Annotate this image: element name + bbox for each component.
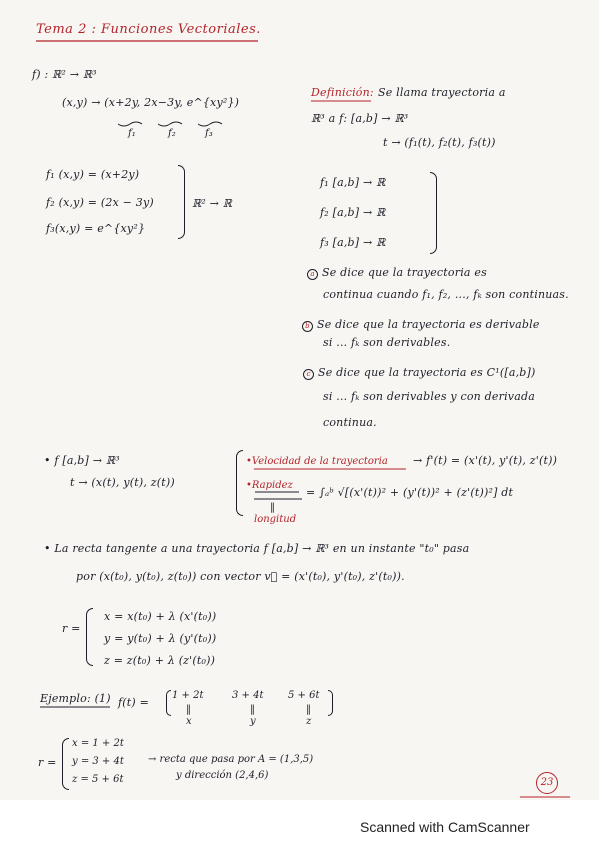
mapping-line-1: f) : ℝ² → ℝ³ (32, 68, 97, 81)
note-c-mark: c (303, 369, 314, 380)
example-open-paren (166, 690, 171, 716)
tangent-eq-y: y = y(t₀) + λ (y'(t₀)) (104, 632, 217, 645)
velocity-label: •Velocidad de la trayectoria (246, 456, 388, 467)
example-axis-y: y (250, 716, 256, 727)
example-brace (62, 738, 69, 790)
velocity-brace (236, 450, 243, 516)
note-c-line-2: si ... fₖ son derivables y con derivada (323, 390, 535, 403)
component-label-1: f₁ (128, 128, 136, 139)
example-eq-mark-3: ‖ (306, 704, 311, 715)
note-b-line-2: si ... fₖ son derivables. (323, 336, 451, 349)
tangent-line-1: • La recta tangente a una trayectoria f [a,b] → ℝ³ en un instante "t₀" pasa (44, 542, 470, 555)
note-c-line-1 (303, 366, 536, 380)
speed-label: •Rapidez (246, 480, 293, 491)
speed-label-text: Rapidez (251, 480, 293, 491)
tangent-eq-z: z = z(t₀) + λ (z'(t₀)) (104, 654, 216, 667)
velocity-map-1: • f [a,b] → ℝ³ (44, 454, 120, 467)
note-b-text: Se dice que la trayectoria es derivable (317, 318, 540, 331)
page-number: 23 (536, 772, 558, 794)
definition-title: Definición: (311, 86, 374, 99)
tangent-eq-x: x = x(t₀) + λ (x'(t₀)) (104, 610, 217, 623)
example-title: Ejemplo: (1) (40, 692, 111, 705)
note-b-line-1 (302, 318, 540, 332)
definition-component-2: f₂ [a,b] → ℝ (320, 206, 386, 219)
components-brace (178, 165, 185, 239)
velocity-label-text: Velocidad de la trayectoria (251, 456, 388, 467)
example-close-paren (328, 690, 333, 716)
speed-formula: = ∫ₐᵇ √[(x'(t))² + (y'(t))² + (z'(t))²] dt (306, 486, 514, 499)
page-title: Tema 2 : Funciones Vectoriales. (36, 22, 261, 37)
velocity-formula: → f'(t) = (x'(t), y'(t), z'(t)) (413, 454, 558, 467)
definition-text-3: t → (f₁(t), f₂(t), f₃(t)) (383, 136, 496, 149)
note-c-line-3: continua. (323, 416, 377, 429)
example-eq-y: y = 3 + 4t (72, 756, 124, 767)
mapping-line-2: (x,y) → (x+2y, 2x−3y, e^{xy²}) (62, 96, 240, 109)
component-label-3: f₃ (205, 128, 213, 139)
speed-longitud: longitud (254, 514, 297, 525)
example-result-1: → recta que pasa por A = (1,3,5) (148, 754, 314, 765)
component-1: f₁ (x,y) = (x+2y) (46, 168, 140, 181)
tangent-r-label: r = (62, 622, 81, 635)
note-a-line-2: continua cuando f₁, f₂, ..., fₖ son continuas. (323, 288, 569, 301)
domain-map: ℝ² → ℝ (192, 197, 233, 210)
definition-component-1: f₁ [a,b] → ℝ (320, 176, 386, 189)
note-a-text: Se dice que la trayectoria es (322, 266, 487, 279)
note-b-mark: b (302, 321, 313, 332)
velocity-map-1-text: f [a,b] → ℝ³ (54, 454, 120, 467)
component-label-2: f₂ (168, 128, 176, 139)
example-eq-mark-2: ‖ (250, 704, 255, 715)
example-eq-mark-1: ‖ (186, 704, 191, 715)
note-c-text: Se dice que la trayectoria es C¹([a,b]) (318, 366, 536, 379)
scanner-watermark: Scanned with CamScanner (360, 819, 530, 835)
example-eq-z: z = 5 + 6t (72, 774, 124, 785)
definition-text-2: ℝ³ a f: [a,b] → ℝ³ (311, 112, 409, 125)
example-func: f(t) = (118, 696, 149, 709)
component-2: f₂ (x,y) = (2x − 3y) (46, 196, 154, 209)
example-r-label: r = (38, 756, 57, 769)
component-3: f₃(x,y) = e^{xy²} (46, 222, 146, 235)
example-axis-x: x (186, 716, 192, 727)
example-comp-2: 3 + 4t (232, 690, 264, 701)
definition-text-1: Se llama trayectoria a (378, 86, 506, 99)
definition-component-3: f₃ [a,b] → ℝ (320, 236, 386, 249)
example-comp-3: 5 + 6t (288, 690, 320, 701)
example-comp-1: 1 + 2t (172, 690, 204, 701)
definition-brace (430, 172, 437, 254)
tangent-brace (86, 608, 93, 666)
example-axis-z: z (306, 716, 312, 727)
tangent-line-2: por (x(t₀), y(t₀), z(t₀)) con vector v⃗ = (x'(t₀), y'(t₀), z'(t₀)). (76, 570, 405, 583)
velocity-map-2: t → (x(t), y(t), z(t)) (70, 476, 175, 489)
speed-equals-mark: ‖ (270, 502, 275, 513)
example-result-2: y dirección (2,4,6) (176, 770, 269, 781)
note-a-mark: a (307, 269, 318, 280)
note-a-line-1 (307, 266, 487, 280)
example-eq-x: x = 1 + 2t (72, 738, 124, 749)
